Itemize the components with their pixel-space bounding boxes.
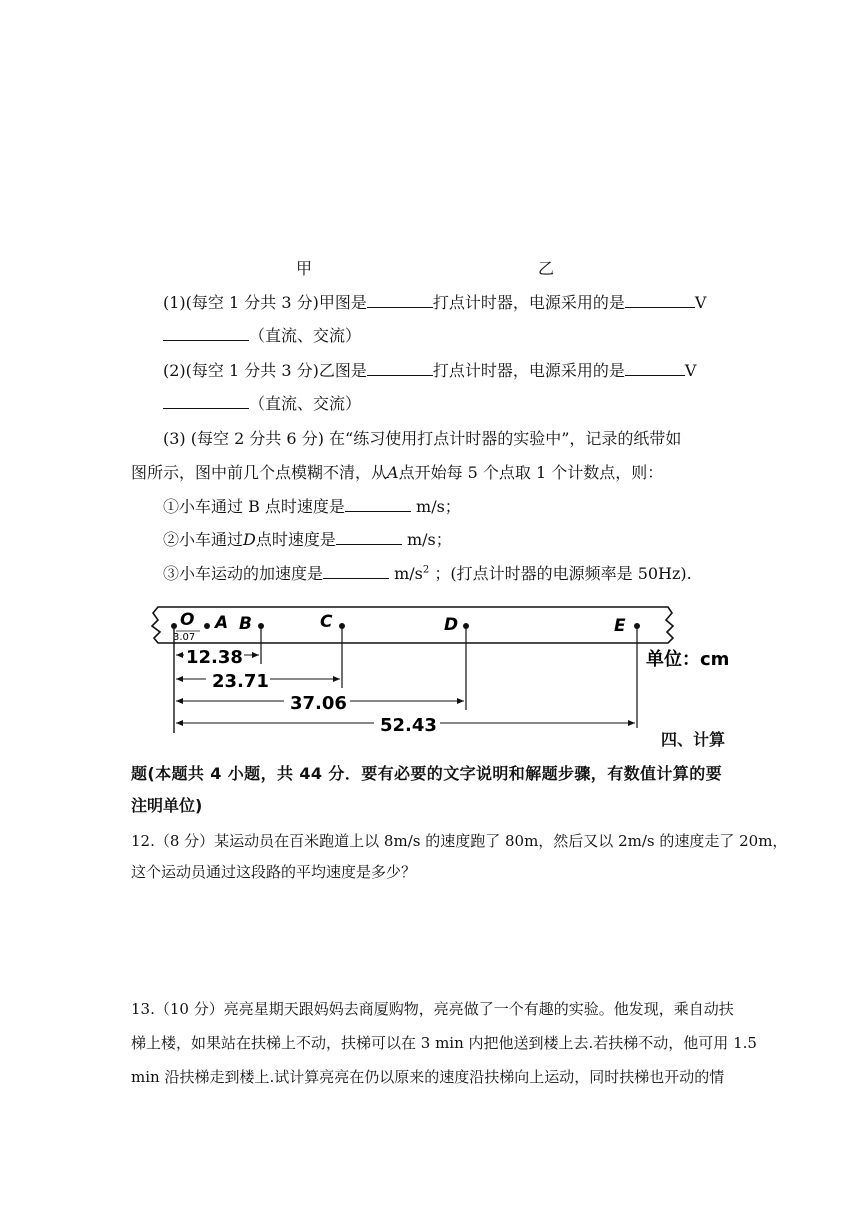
point-variable: D <box>243 530 256 549</box>
tape-dimension-label: 3.07 <box>173 632 196 643</box>
tape-point-label: O <box>180 610 195 630</box>
problem-13-line-3: min 沿扶梯走到楼上.试计算亮亮在仍以原来的速度沿扶梯向上运动，同时扶梯也开动的情 <box>131 1068 725 1086</box>
tape-dimension-label: 12.38 <box>186 647 243 668</box>
answer-blank[interactable] <box>163 394 249 409</box>
answer-blank[interactable] <box>625 293 695 308</box>
tape-dot-D <box>463 623 469 629</box>
sub-question-unit: m/s； <box>416 497 461 516</box>
question-3-line-1: (3) (每空 2 分共 6 分) 在“练习使用打点计时器的实验中”，记录的纸带如 <box>163 429 682 448</box>
problem-12-line-2: 这个运动员通过这段路的平均速度是多少？ <box>131 863 417 881</box>
tape-point-label: C <box>320 612 333 632</box>
question-1-line-2 <box>163 323 361 346</box>
tape-dimension-label: 52.43 <box>380 715 437 736</box>
sub-question-text: 点时速度是 <box>255 530 336 549</box>
question-2-line-2 <box>163 391 361 414</box>
sub-question-text: ②小车通过 <box>163 530 244 549</box>
unit-exponent: 2 <box>422 564 430 576</box>
answer-blank[interactable] <box>367 361 433 376</box>
question-1-unit: V <box>694 293 707 312</box>
tape-dot-B <box>258 623 264 629</box>
tape-dimension-label: 23.71 <box>212 671 269 692</box>
section-4-heading: 题(本题共 4 小题，共 44 分．要有必要的文字说明和解题步骤，有数值计算的要 <box>131 764 722 783</box>
paper-tape-diagram <box>140 598 740 738</box>
problem-13-line-1: 13.（10 分）亮亮星期天跟妈妈去商厦购物，亮亮做了一个有趣的实验。他发现，乘自动扶 <box>131 1000 734 1018</box>
point-variable: A <box>387 463 399 482</box>
question-1-line-1 <box>163 290 706 313</box>
sub-question-note: ；(打点计时器的电源频率是 50Hz). <box>434 564 692 583</box>
question-2-text-b: 打点计时器，电源采用的是 <box>432 361 625 380</box>
sub-question-text: ①小车通过 B 点时速度是 <box>163 497 345 516</box>
question-1-text-a: (1)(每空 1 分共 3 分)甲图是 <box>163 293 367 312</box>
question-2-text-a: (2)(每空 1 分共 3 分)乙图是 <box>163 361 367 380</box>
question-1-text-b: 打点计时器，电源采用的是 <box>432 293 625 312</box>
section-4-heading-tail: 四、计算 <box>661 730 726 749</box>
answer-blank[interactable] <box>625 361 685 376</box>
tape-point-label: E <box>614 616 626 636</box>
sub-question-2 <box>163 527 452 550</box>
tape-dot-O <box>171 623 177 629</box>
question-3-text: 点开始每 5 个点取 1 个计数点，则： <box>398 463 664 482</box>
tape-dot-A <box>204 623 210 629</box>
tape-dot-C <box>339 623 345 629</box>
answer-blank[interactable] <box>345 497 411 512</box>
tape-dot-E <box>634 623 640 629</box>
tape-outline <box>152 607 673 643</box>
question-2-unit: V <box>684 361 697 380</box>
answer-blank[interactable] <box>163 326 249 341</box>
section-4-heading-end: 注明单位) <box>131 796 203 815</box>
tape-point-label: D <box>444 615 459 635</box>
tape-point-label: B <box>239 614 252 634</box>
sub-question-3 <box>163 561 692 584</box>
question-3-text: 图所示，图中前几个点模糊不清，从 <box>131 463 388 482</box>
question-2-choice: （直流、交流） <box>249 394 362 413</box>
sub-question-text: ③小车运动的加速度是 <box>163 564 324 583</box>
problem-12-line-1: 12.（8 分）某运动员在百米跑道上以 8m/s 的速度跑了 80m，然后又以 2m/s 的速度走了 20m， <box>131 832 788 850</box>
tape-unit-label: 单位：cm <box>646 649 730 670</box>
figure-label-jia: 甲 <box>296 259 313 278</box>
answer-blank[interactable] <box>336 530 402 545</box>
question-1-choice: （直流、交流） <box>249 326 362 345</box>
sub-question-unit: m/s <box>394 564 423 583</box>
question-3-line-2 <box>131 460 663 483</box>
sub-question-unit: m/s； <box>406 530 452 549</box>
sub-question-1 <box>163 494 461 517</box>
problem-13-line-2: 梯上楼，如果站在扶梯上不动，扶梯可以在 3 min 内把他送到楼上去.若扶梯不动，他可用 1.5 <box>131 1034 757 1052</box>
tape-point-label: A <box>215 613 229 633</box>
figure-label-yi: 乙 <box>538 259 555 278</box>
answer-blank[interactable] <box>323 564 389 579</box>
answer-blank[interactable] <box>367 293 433 308</box>
tape-dimension-label: 37.06 <box>290 693 347 714</box>
question-2-line-1 <box>163 358 696 381</box>
